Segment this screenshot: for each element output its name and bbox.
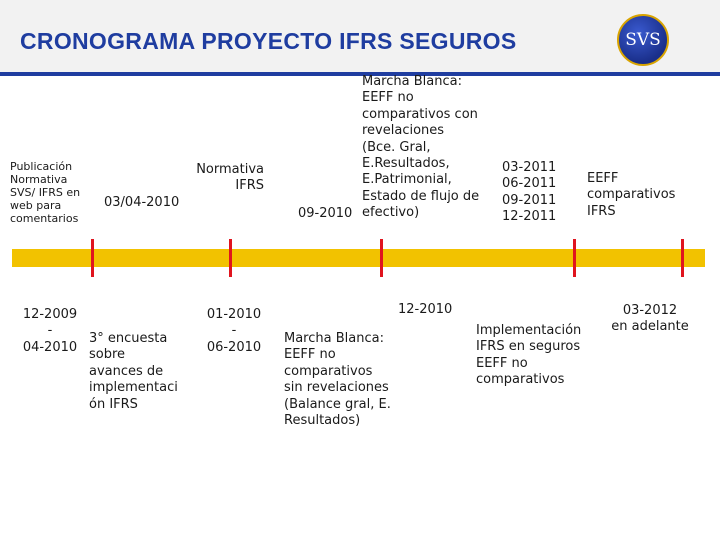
- timeline-tick: [573, 239, 576, 277]
- encuesta-dates: 12-2009 - 04-2010: [22, 307, 78, 355]
- timeline-tick: [91, 239, 94, 277]
- timeline-tick: [229, 239, 232, 277]
- logo-text: SVS: [625, 30, 661, 50]
- publicacion-label: Publicación Normativa SVS/ IFRS en web para comentarios: [10, 160, 81, 225]
- svs-logo: [617, 14, 669, 66]
- normativa-ifrs-label: Normativa IFRS: [196, 162, 264, 194]
- final-period-label: 03-2012 en adelante: [611, 303, 689, 335]
- timeline-tick: [380, 239, 383, 277]
- timeline-tick: [681, 239, 684, 277]
- marcha-blanca-bottom-date: 12-2010: [398, 302, 453, 317]
- header-bar: [0, 0, 720, 76]
- marcha-blanca-date: 09-2010: [298, 206, 353, 221]
- publicacion-date: 03/04-2010: [104, 195, 180, 210]
- encuesta-label: 3° encuesta sobre avances de implementaci ón IFRS: [89, 331, 178, 412]
- dates-2010: 01-2010 - 06-2010: [206, 307, 262, 355]
- marcha-blanca-label: Marcha Blanca: EEFF no comparativos con revelaciones (Bce. Gral, E.Resultados, E.Patrimonial, Estado de flujo de efectivo): [362, 74, 480, 221]
- marcha-blanca-bottom-label: Marcha Blanca: EEFF no comparativos sin revelaciones (Balance gral, E. Resultados): [284, 331, 391, 429]
- implementacion-label: Implementación IFRS en seguros EEFF no comparativos: [476, 323, 582, 388]
- timeline-bar: [12, 249, 705, 267]
- dates-2011: 03-2011 06-2011 09-2011 12-2011: [502, 160, 557, 225]
- page-title: CRONOGRAMA PROYECTO IFRS SEGUROS: [20, 28, 517, 54]
- eeff-comparativos-label: EEFF comparativos IFRS: [587, 171, 676, 219]
